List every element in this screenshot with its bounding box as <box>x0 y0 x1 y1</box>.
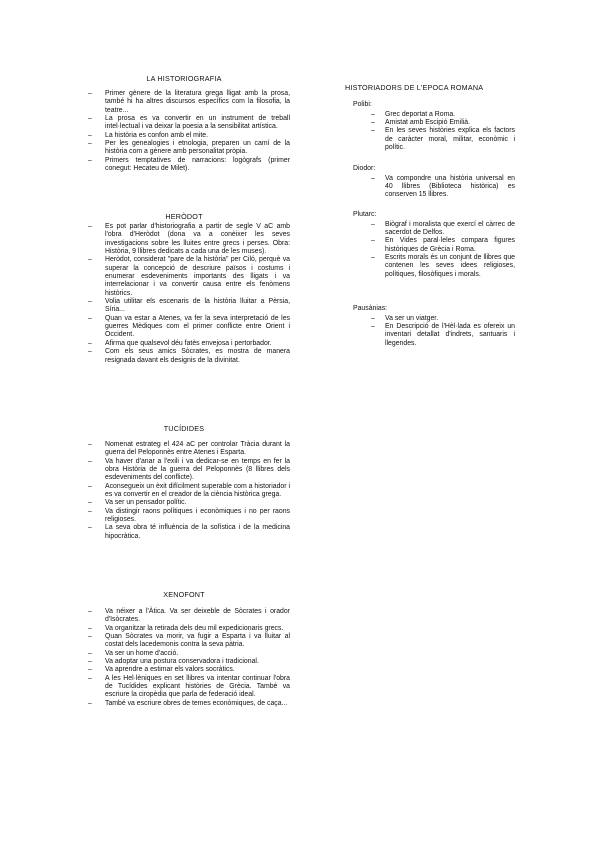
list-item: – Heròdot, considerat "pare de la història" per Ciló, perquè va superar la concepció de descriure països i costums i enumerar esdeveniments importants des lligats i va interrelacionar i va convertir causa entre els fenòmens històrics. <box>78 256 290 298</box>
list-item: – Va ser un pensador polític. <box>78 499 290 507</box>
list-item: – Va distingir raons polítiques i econòmiques i no per raons religioses. <box>78 508 290 525</box>
group-polibi <box>345 101 515 152</box>
list-item: – Primer gènere de la literatura grega lligat amb la prosa, també hi ha altres discursos específics com la filosofia, la teatre... <box>78 90 290 115</box>
list-item: – Primers temptatives de narracions: logògrafs (primer conegut: Hecateu de Milet). <box>78 157 290 174</box>
list-item: – Va ser un viatger. <box>345 315 515 323</box>
list-item: – Biògraf i moralista que exercí el càrrec de sacerdot de Delfos. <box>345 221 515 238</box>
list-item: – Per les genealogies i etnologia, preparen un camí de la història com a gènere amb personalitat pròpia. <box>78 140 290 157</box>
section-title: HISTORIADORS DE L'EPOCA ROMANA <box>345 83 484 92</box>
list-item: – Quan va estar a Atenes, va fer la seva interpretació de les guerres Mèdiques com el primer conflicte entre Orient i Occident. <box>78 315 290 340</box>
list-item: – Escrits morals és un conjunt de llibres que contenen les seves idees religioses, polítiques, filosòfiques i morals. <box>345 254 515 279</box>
group-title: Pausànias: <box>353 305 388 312</box>
list-item: – Nomenat estrateg el 424 aC per controlar Tràcia durant la guerra del Peloponnès entre Atenes i Esparta. <box>78 441 290 458</box>
section-title: TUCÍDIDES <box>163 424 205 433</box>
list-item: – La història es confon amb el mite. <box>78 132 290 140</box>
section-title: XENOFONT <box>163 590 205 599</box>
group-title: Plutarc: <box>353 211 377 218</box>
section-herodot <box>78 212 290 365</box>
list-item: – Va haver d'anar a l'exili i va dedicar-se en temps en fer la obra Història de la guerra del Peloponnès (8 llibres dels esdeveniments del conflicte). <box>78 458 290 483</box>
list-item: – Com els seus amics Sòcrates, es mostra de manera resignada davant els designis de la divinitat. <box>78 348 290 365</box>
list-item: – Quan Sòcrates va morir, va fugir a Esparta i va lluitar al costat dels lacedemonis contra la seva pàtria. <box>78 633 290 650</box>
item-list <box>345 315 515 348</box>
group-plutarc <box>345 211 515 279</box>
list-item: – Grec deportat a Roma. <box>345 111 515 119</box>
list-item: – Va adoptar una postura conservadora i tradicional. <box>78 658 290 666</box>
section-title: LA HISTORIOGRAFIA <box>146 74 222 83</box>
list-item: – Va néixer a l'Àtica. Va ser deixeble de Sòcrates i orador d'Isòcrates. <box>78 608 290 625</box>
list-item: – Va aprendre a estimar els valors socràtics. <box>78 666 290 674</box>
group-title: Diodor: <box>353 165 376 172</box>
list-item: – Va compondre una història universal en 40 llibres (Biblioteca històrica) es conserven 15 llibres. <box>345 175 515 200</box>
list-item: – A les Hel·lèniques en set llibres va intentar continuar l'obra de Tucídides explicant històries de Grècia. També va escriure la ciropèdia que parla de federació ideal. <box>78 675 290 700</box>
item-list <box>78 441 290 541</box>
list-item: – Volia utilitar els escenaris de la història lluitar a Pèrsia, Síria... <box>78 298 290 315</box>
list-item: – Amistat amb Escipió Emilià. <box>345 119 515 127</box>
group-diodor <box>345 165 515 200</box>
list-item: – Va organitzar la retirada dels deu mil expedicionaris grecs. <box>78 625 290 633</box>
item-list <box>78 90 290 173</box>
item-list <box>345 175 515 200</box>
list-item: – Afirma que qualsevol déu fatès envejosa i pertorbador. <box>78 340 290 348</box>
list-item: – Aconsegueix un èxit difícilment superable com a historiador i es va convertir en el creador de la ciència històrica grega. <box>78 483 290 500</box>
list-item: – En Vides paral·leles compara figures històriques de Grècia i Roma. <box>345 237 515 254</box>
item-list <box>78 223 290 365</box>
list-item: – La seva obra té influència de la sofística i de la medicina hipocràtica. <box>78 524 290 541</box>
list-item: – La prosa es va convertir en un instrument de treball intel·lectual i va deixar la poesia a la sensibilitat artística. <box>78 115 290 132</box>
section-xenofont <box>78 590 290 708</box>
item-list <box>78 608 290 708</box>
list-item: – També va escriure obres de temes econòmiques, de caça... <box>78 700 290 708</box>
list-item: – Va ser un home d'acció. <box>78 650 290 658</box>
item-list <box>345 111 515 153</box>
list-item: – Es pot parlar d'historiografia a partir de segle V aC amb l'obra d'Heròdot (dona va a conèixer les seves investigacions sobre les lluites entre grecs i perses. Obra: Història, 9 llibres dedicats a cada una de les muses). <box>78 223 290 256</box>
list-item: – En les seves històries explica els factors de caràcter moral, militar, econòmic i polític. <box>345 127 515 152</box>
item-list <box>345 221 515 279</box>
group-title: Polibi: <box>353 101 372 108</box>
section-tucidides <box>78 424 290 541</box>
list-item: – En Descripció de l'Hèl·lada es ofereix un inventari detallat d'indrets, santuaris i llegendes. <box>345 323 515 348</box>
group-pausanias <box>345 305 515 348</box>
section-historiografia <box>78 74 290 173</box>
section-title: HERÒDOT <box>165 212 203 221</box>
